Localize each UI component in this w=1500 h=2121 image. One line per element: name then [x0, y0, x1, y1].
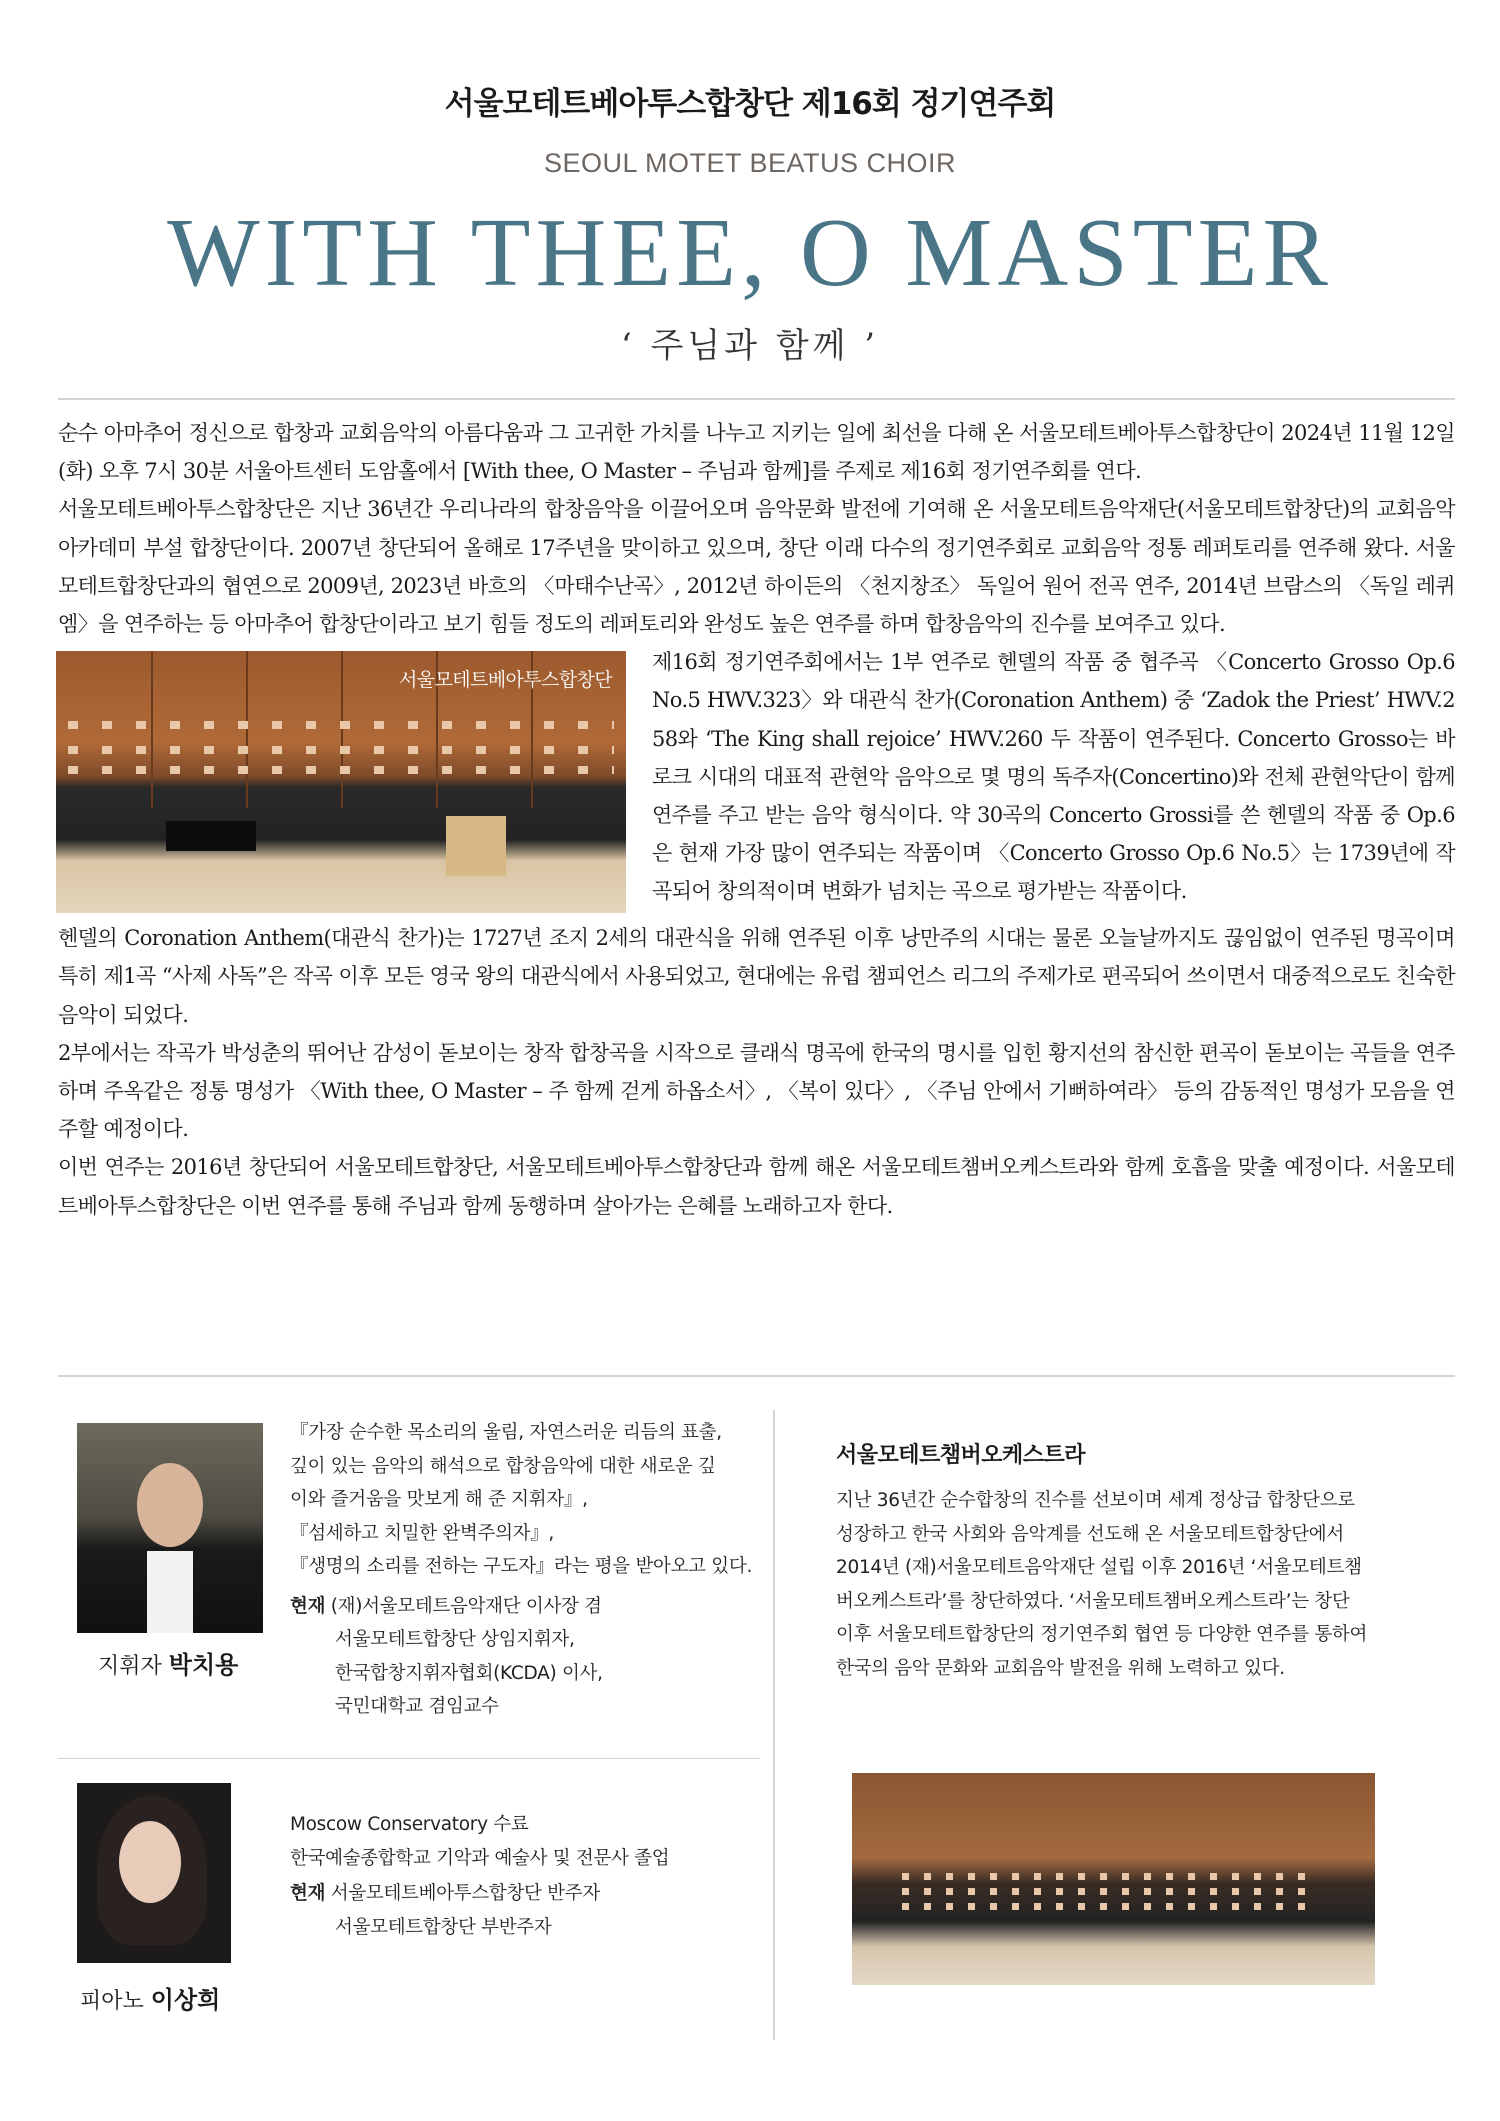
concert-title-korean: 서울모테트베아투스합창단 제16회 정기연주회 [444, 86, 1056, 122]
concert-main-title: WITH THEE, O MASTER [167, 199, 1333, 307]
position-line: 한국합창지휘자협회(KCDA) 이사, [335, 1662, 603, 1684]
conductor-portrait [77, 1423, 263, 1633]
paragraph: 순수 아마추어 정신으로 합창과 교회음악의 아름다움과 그 고귀한 가치를 나누고 지키는 일에 최선을 다해 온 서울모테트베아투스합창단이 2024년 11월 12일(화) 오후 7시 30분 서울아트센터 도암홀에서 [With thee, O Master – 주님과 함께]를 주제로 제16회 정기연주회를 연다. [58, 421, 1455, 484]
quote-line: 『생명의 소리를 전하는 구도자』라는 평을 받아오고 있다. [290, 1556, 753, 1577]
description-line: 지난 36년간 순수합창의 진수를 선보이며 세계 정상급 합창단으로 [836, 1490, 1355, 1511]
vertical-divider [773, 1410, 775, 2040]
divider [58, 1375, 1455, 1377]
description-line: 2014년 (재)서울모테트음악재단 설립 이후 2016년 ‘서울모테트챔 [836, 1557, 1362, 1578]
position-line: (재)서울모테트음악재단 이사장 겸 [330, 1595, 602, 1617]
description-line: 버오케스트라’를 창단하였다. ‘서울모테트챔버오케스트라’는 창단 [836, 1590, 1350, 1612]
paragraph: 서울모테트베아투스합창단은 지난 36년간 우리나라의 합창음악을 이끌어오며 음악문화 발전에 기여해 온 서울모테트음악재단(서울모테트합창단)의 교회음악 아카데미 부설 합창단이다. 2007년 창단되어 올해로 17주년을 맞이하고 있으며, 창단 이래 다수의 정기연주회로 교회음악 정통 레퍼토리를 연주해 왔다. 서울모테트합창단과의 협연으로 2009년, 2023년 바흐의 〈마태수난곡〉, 2012년 하이든의 〈천지창조〉 독일어 원어 전곡 연주, 2014년 브람스의 〈독일 레퀴엠〉을 연주하는 등 아마추어 합창단이라고 보기 힘들 정도의 레퍼토리와 완성도 높은 연주를 하며 합창음악의 진수를 보여주고 있다. [58, 497, 1455, 637]
article-body [58, 414, 1455, 1225]
position-line: 서울모테트베아투스합창단 반주자 [330, 1883, 600, 1904]
history-line: 한국예술종합학교 기악과 예술사 및 전문사 졸업 [290, 1847, 670, 1869]
current-label: 현재 [290, 1595, 326, 1617]
current-label: 현재 [290, 1883, 326, 1904]
paragraph: 헨델의 Coronation Anthem(대관식 찬가)는 1727년 조지 2세의 대관식을 위해 연주된 이후 낭만주의 시대는 물론 오늘날까지도 끊임없이 연주된 명곡이며 특히 제1곡 “사제 사독”은 작곡 이후 모든 영국 왕의 대관식에서 사용되었고, 현대에는 유럽 챔피언스 리그의 주제가로 편곡되어 쓰이면서 대중적으로도 친숙한 음악이 되었다. [58, 926, 1455, 1027]
history-line: Moscow Conservatory 수료 [290, 1814, 529, 1835]
orchestra-description [836, 1484, 1456, 1685]
pianist-portrait [77, 1783, 231, 1963]
divider [58, 398, 1455, 400]
description-line: 이후 서울모테트합창단의 정기연주회 협연 등 다양한 연주를 통하여 [836, 1624, 1368, 1645]
divider [58, 1758, 760, 1759]
photo-caption: 서울모테트베아투스합창단 [398, 669, 612, 692]
paragraph: 이번 연주는 2016년 창단되어 서울모테트합창단, 서울모테트베아투스합창단과 함께 해온 서울모테트챔버오케스트라와 함께 호흡을 맞출 예정이다. 서울모테트베아투스합창단은 이번 연주를 통해 주님과 함께 동행하며 살아가는 은혜를 노래하고자 한다. [58, 1155, 1455, 1218]
paragraph: 2부에서는 작곡가 박성춘의 뛰어난 감성이 돋보이는 창작 합창곡을 시작으로 클래식 명곡에 한국의 명시를 입힌 황지선의 참신한 편곡이 돋보이는 곡들을 연주하며 주옥같은 정통 명성가 〈With thee, O Master – 주 함께 걷게 하옵소서〉, 〈복이 있다〉, 〈주님 안에서 기뻐하여라〉 등의 감동적인 명성가 모음을 연주할 예정이다. [58, 1040, 1455, 1142]
piano [166, 821, 256, 851]
organ [446, 816, 506, 876]
position-line: 서울모테트합창단 부반주자 [335, 1916, 552, 1938]
quote-line: 이와 즐거움을 맛보게 해 준 지휘자』, [290, 1489, 588, 1510]
pianist-bio [290, 1808, 760, 1944]
choir-name-english: SEOUL MOTET BEATUS CHOIR [543, 148, 957, 178]
choir-photo [56, 651, 626, 913]
role-label: 피아노 [80, 1989, 144, 2014]
person-name: 박치용 [168, 1651, 239, 1679]
conductor-bio [290, 1416, 770, 1724]
description-line: 한국의 음악 문화와 교회음악 발전을 위해 노력하고 있다. [836, 1657, 1285, 1679]
orchestra-title: 서울모테트챔버오케스트라 [836, 1443, 1086, 1468]
position-line: 서울모테트합창단 상임지휘자, [335, 1629, 575, 1650]
pianist-name-label [80, 1980, 220, 2015]
orchestra-photo [852, 1773, 1375, 1985]
conductor-name-label [98, 1645, 238, 1680]
position-line: 국민대학교 겸임교수 [335, 1696, 499, 1717]
paragraph: 제16회 정기연주회에서는 1부 연주로 헨델의 작품 중 협주곡 〈Concerto Grosso Op.6 No.5 HWV.323〉와 대관식 찬가(Coronation Anthem) 중 ‘Zadok the Priest’ HWV.258와 ‘The King shall rejoice’ HWV.260 두 작품이 연주된다. Concerto Grosso는 바로크 시대의 대표적 관현악 음악으로 몇 명의 독주자(Concertino)와 전체 관현악단이 함께 연주를 주고 받는 음악 형식이다. 약 30곡의 Concerto Grossi를 쓴 헨델의 작품 중 Op.6은 현재 가장 많이 연주되는 작품이며 〈Concerto Grosso Op.6 No.5〉는 1739년에 작곡되어 창의적이며 변화가 넘치는 곡으로 평가받는 작품이다. [652, 650, 1455, 904]
concert-subtitle-korean: ‘ 주님과 함께 ’ [620, 326, 880, 366]
person-name: 이상희 [150, 1986, 221, 2014]
quote-line: 깊이 있는 음악의 해석으로 합창음악에 대한 새로운 깊 [290, 1455, 716, 1477]
description-line: 성장하고 한국 사회와 음악계를 선도해 온 서울모테트합창단에서 [836, 1523, 1344, 1545]
quote-line: 『가장 순수한 목소리의 울림, 자연스러운 리듬의 표출, [290, 1422, 722, 1443]
quote-line: 『섬세하고 치밀한 완벽주의자』, [290, 1522, 554, 1544]
role-label: 지휘자 [98, 1654, 162, 1679]
